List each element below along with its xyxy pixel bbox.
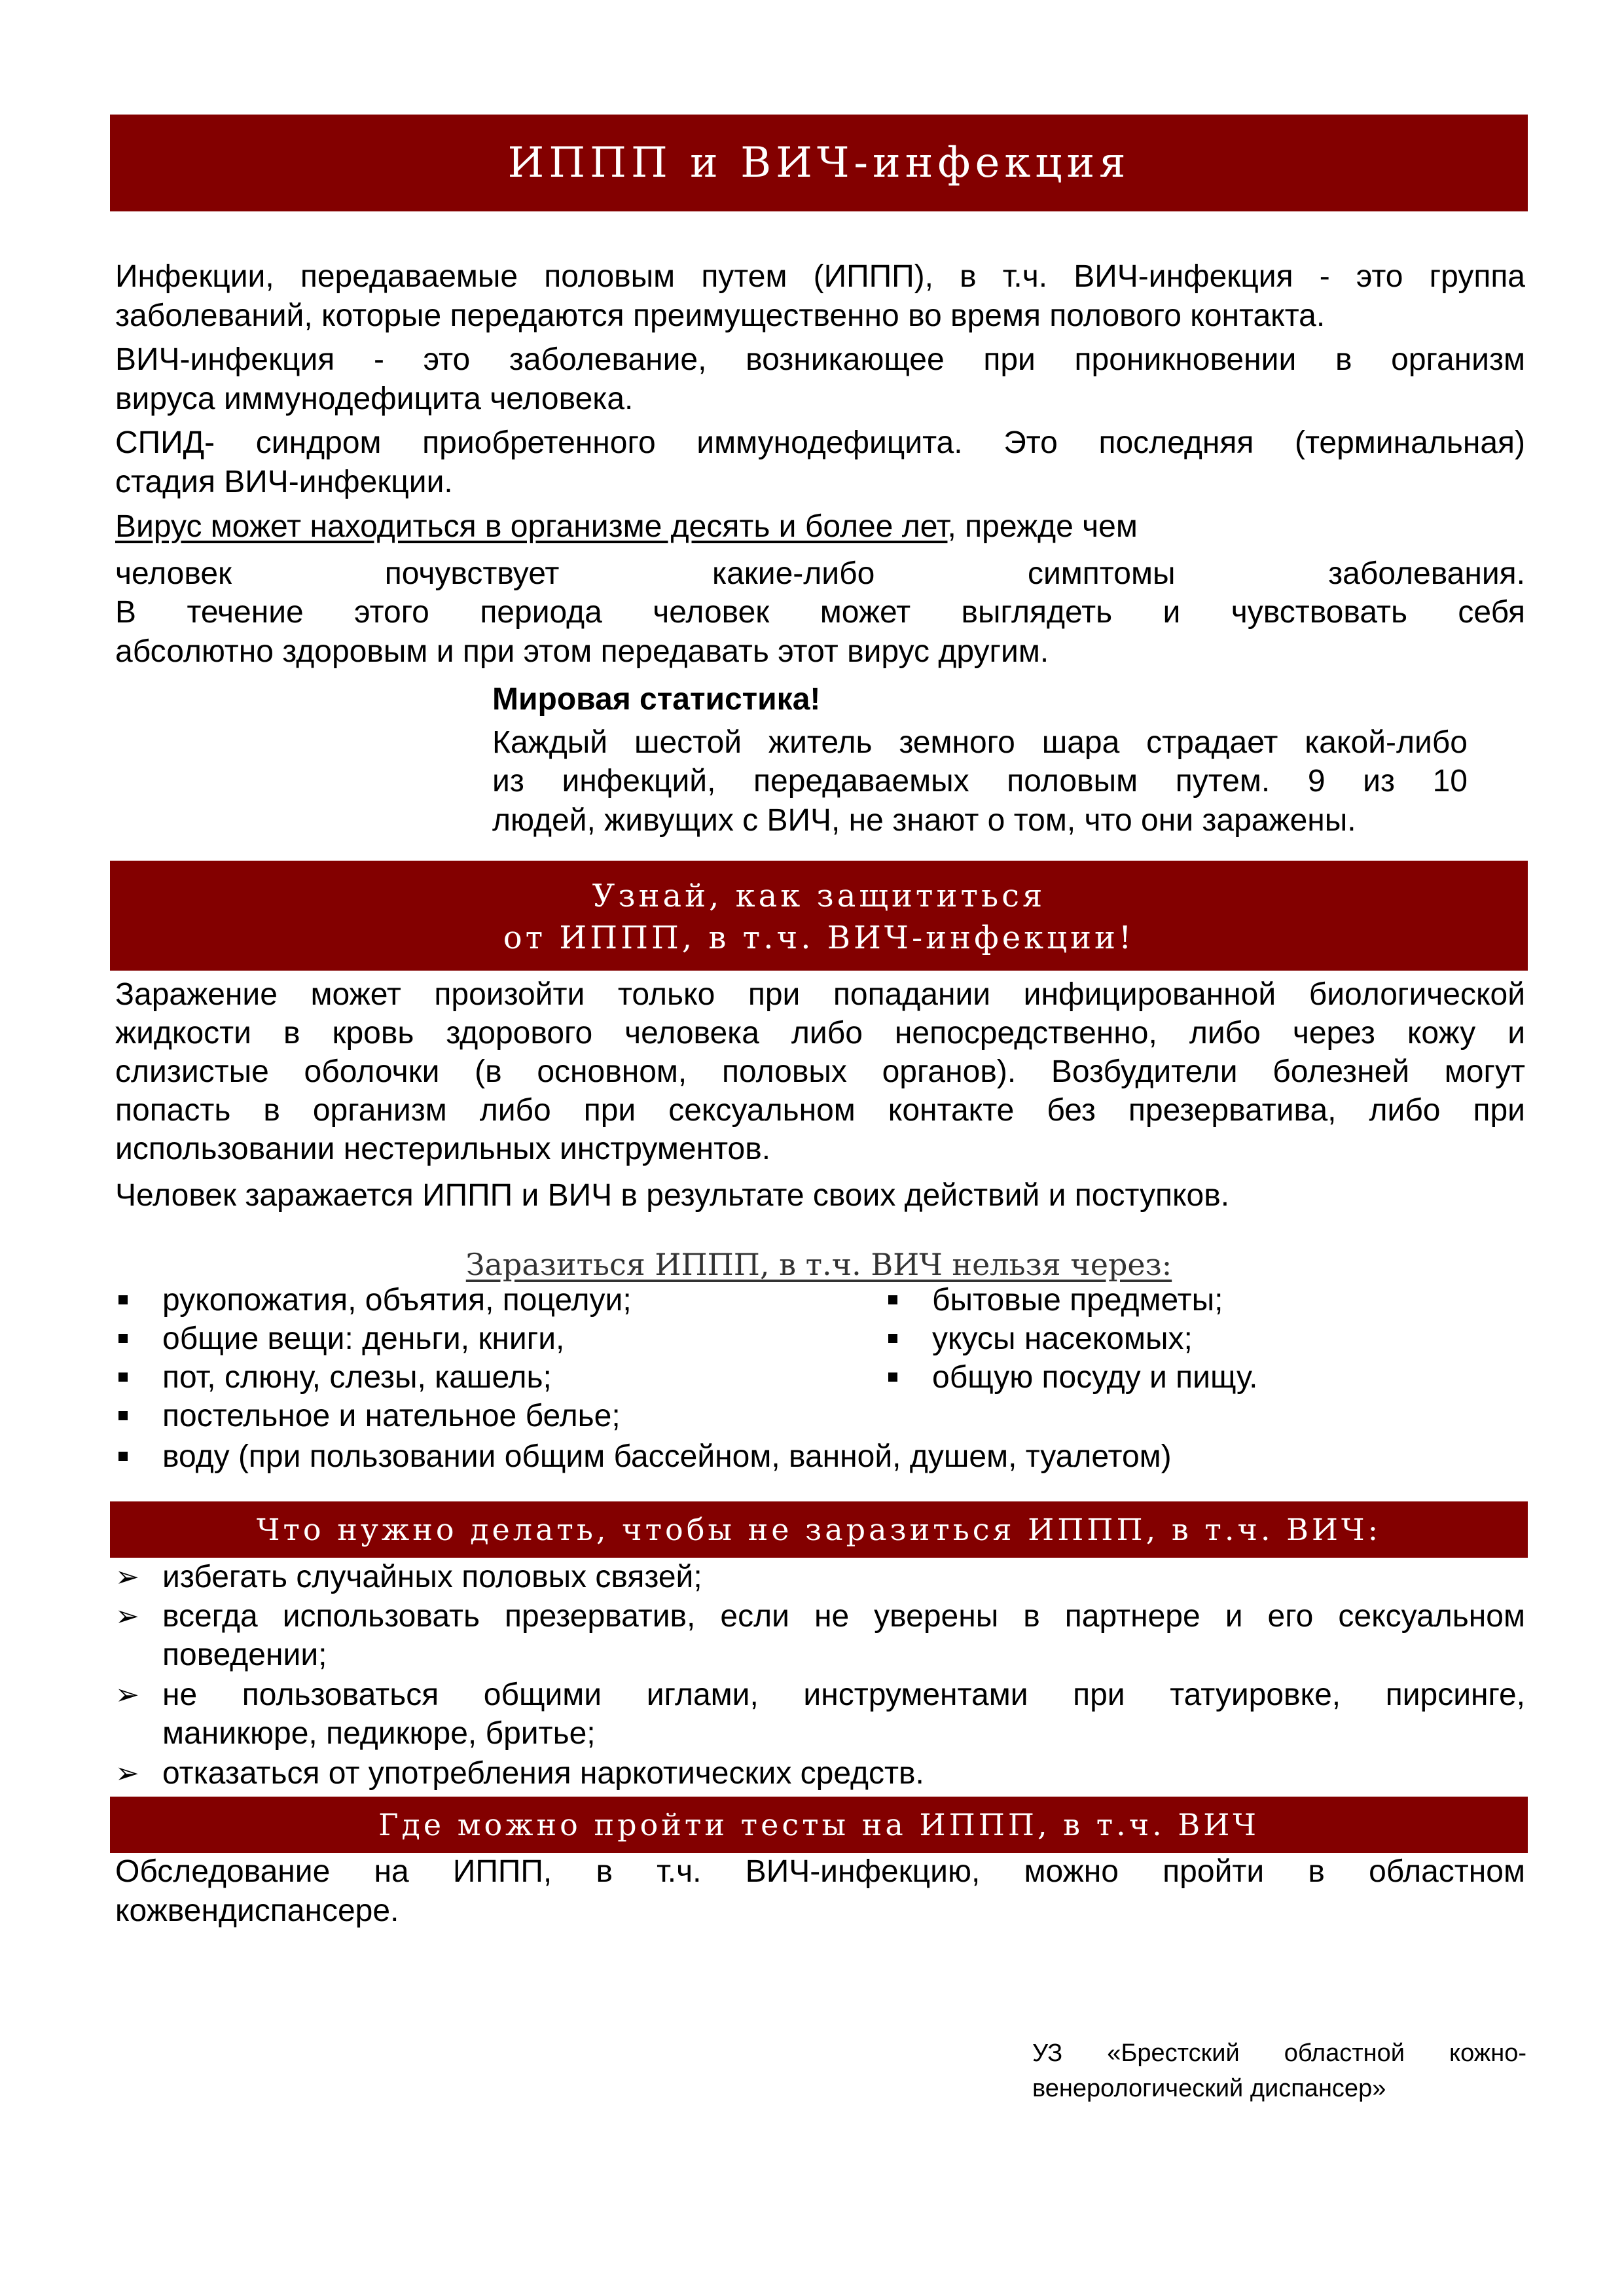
todo-banner [110, 1501, 1528, 1558]
protect-banner [110, 861, 1528, 971]
footer-line1: УЗ «Брестский областной кожно- [1032, 2039, 1526, 2067]
list-item: воду (при пользовании общим бассейном, ванной, душем, туалетом) [162, 1439, 1172, 1474]
intro-p2-line1: ВИЧ-инфекция - это заболевание, возникающее при проникновении в организм [115, 342, 1525, 377]
bullet-square-icon [118, 1372, 128, 1382]
page-title: ИППП и ВИЧ-инфекция [507, 139, 1130, 187]
intro-p4-line1-rest: , прежде чем [947, 509, 1138, 544]
tests-banner [110, 1797, 1528, 1853]
intro-p1-line2: заболеваний, которые передаются преимущественно во время полового контакта. [115, 298, 1326, 333]
footer-line2: венерологический диспансер» [1032, 2075, 1386, 2102]
statistics-line2: из инфекций, передаваемых половым путем. 9 из 10 [492, 764, 1468, 798]
arrow-bullet-icon: ➢ [115, 1757, 139, 1790]
todo-heading: Что нужно делать, чтобы не заразиться ИППП, в т.ч. ВИЧ: [256, 1512, 1382, 1547]
protect-line1: Заражение может произойти только при попадании инфицированной биологической [115, 977, 1525, 1012]
intro-p4-line4: абсолютно здоровым и при этом передавать этот вирус другим. [115, 634, 1049, 669]
todo-item3-line1: не пользоваться общими иглами, инструментами при татуировке, пирсинге, [162, 1677, 1525, 1712]
protect-line6: Человек заражается ИППП и ВИЧ в результате своих действий и поступков. [115, 1178, 1230, 1213]
footer-organization [1032, 2036, 1526, 2106]
intro-p2-line2: вируса иммунодефицита человека. [115, 382, 634, 416]
tests-heading: Где можно пройти тесты на ИППП, в т.ч. ВИЧ [378, 1807, 1259, 1842]
statistics-line3: людей, живущих с ВИЧ, не знают о том, что они заражены. [492, 803, 1356, 838]
intro-p1-line1: Инфекции, передаваемые половым путем (ИППП), в т.ч. ВИЧ-инфекция - это группа [115, 259, 1525, 294]
list-item: пот, слюну, слезы, кашель; [162, 1360, 552, 1395]
todo-item1: избегать случайных половых связей; [162, 1560, 702, 1594]
list-item: бытовые предметы; [932, 1283, 1223, 1318]
bullet-square-icon [118, 1295, 128, 1304]
list-item: рукопожатия, объятия, поцелуи; [162, 1283, 632, 1318]
bullet-square-icon [888, 1372, 897, 1382]
protect-heading-line1: Узнай, как защититься [592, 878, 1046, 914]
bullet-square-icon [118, 1334, 128, 1343]
protect-line3: слизистые оболочки (в основном, половых органов). Возбудители болезней могут [115, 1054, 1525, 1089]
bullet-square-icon [118, 1411, 128, 1420]
tests-line1: Обследование на ИППП, в т.ч. ВИЧ-инфекцию, можно пройти в областном [115, 1854, 1525, 1889]
intro-p4-line1 [115, 507, 1525, 547]
arrow-bullet-icon: ➢ [115, 1678, 139, 1712]
list-item: укусы насекомых; [932, 1321, 1193, 1356]
protect-line5: использовании нестерильных инструментов. [115, 1132, 771, 1166]
todo-item2-line2: поведении; [162, 1638, 327, 1672]
bullet-square-icon [888, 1295, 897, 1304]
list-item: общие вещи: деньги, книги, [162, 1321, 565, 1356]
cannot-heading: Заразиться ИППП, в т.ч. ВИЧ нельзя через: [465, 1247, 1172, 1282]
intro-p3-line2: стадия ВИЧ-инфекции. [115, 465, 453, 499]
arrow-bullet-icon: ➢ [115, 1560, 139, 1594]
statistics-line1: Каждый шестой житель земного шара страдает какой-либо [492, 725, 1468, 760]
list-item: общую посуду и пищу. [932, 1360, 1258, 1395]
title-banner [110, 115, 1528, 211]
todo-item3-line2: маникюре, педикюре, бритье; [162, 1716, 596, 1751]
protect-heading-line2: от ИППП, в т.ч. ВИЧ-инфекции! [503, 920, 1135, 956]
statistics-title: Мировая статистика! [492, 682, 821, 717]
list-item: постельное и нательное белье; [162, 1399, 621, 1433]
todo-item2-line1: всегда использовать презерватив, если не уверены в партнере и его сексуальном [162, 1599, 1525, 1634]
bullet-square-icon [118, 1452, 128, 1461]
protect-line4: попасть в организм либо при сексуальном контакте без презерватива, либо при [115, 1093, 1525, 1128]
todo-item4: отказаться от употребления наркотических средств. [162, 1756, 924, 1791]
arrow-bullet-icon: ➢ [115, 1600, 139, 1633]
intro-p4-line2: человек почувствует какие-либо симптомы заболевания. [115, 556, 1525, 591]
virus-duration-underlined: Вирус может находиться в организме десять и более лет [115, 509, 948, 544]
protect-line2: жидкости в кровь здорового человека либо непосредственно, либо через кожу и [115, 1016, 1525, 1050]
intro-p4-line3: В течение этого периода человек может выглядеть и чувствовать себя [115, 595, 1525, 630]
intro-p3-line1: СПИД- синдром приобретенного иммунодефицита. Это последняя (терминальная) [115, 425, 1525, 460]
bullet-square-icon [888, 1334, 897, 1343]
tests-line2: кожвендиспансере. [115, 1893, 399, 1928]
